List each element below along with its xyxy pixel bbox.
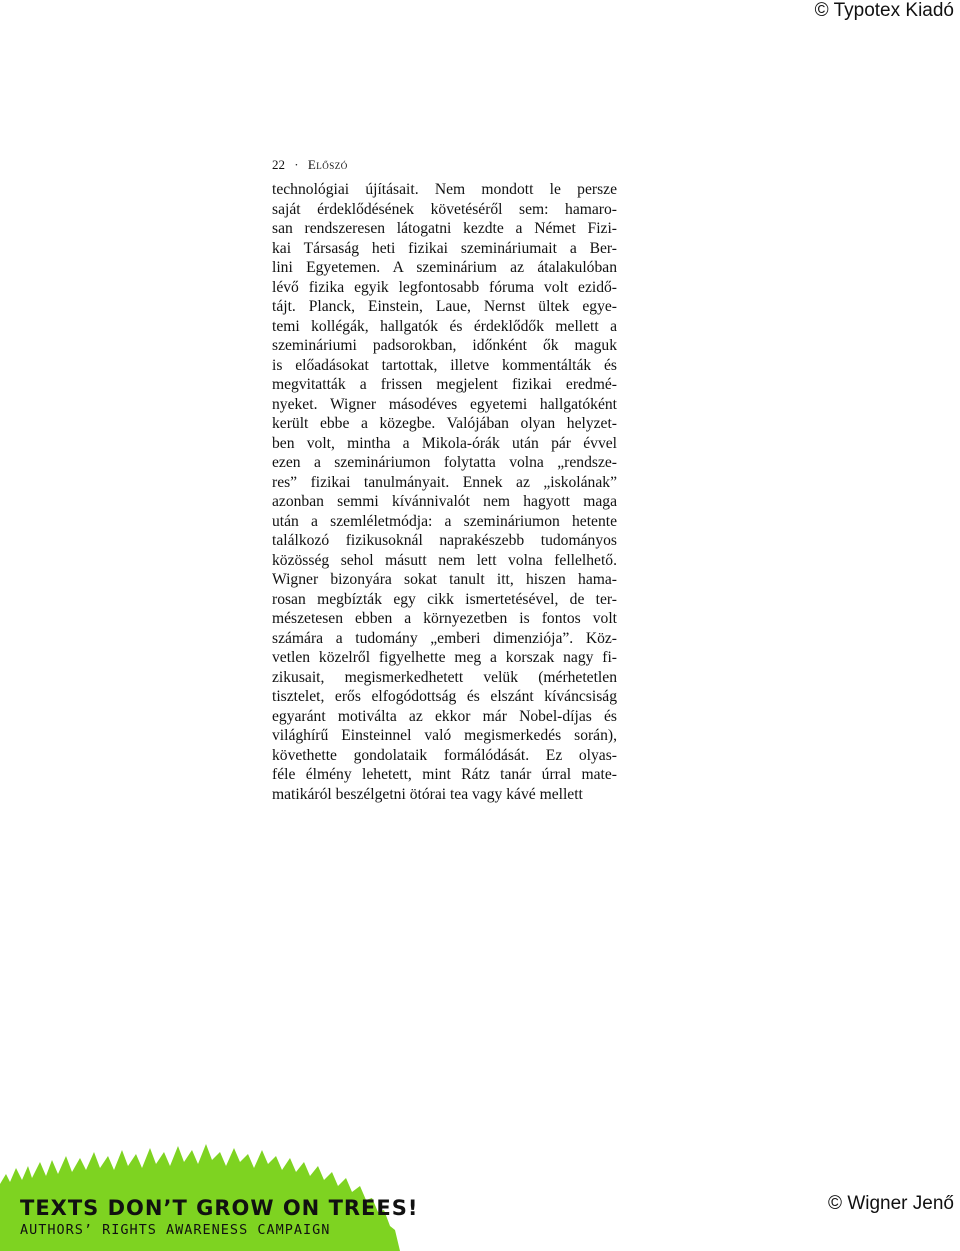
body-line: temi kollégák, hallgatók és érdeklődők mellett a [272, 317, 617, 335]
page-number: 22 [272, 157, 285, 172]
body-line: mészetesen ebben a környezetben is fontos volt [272, 610, 617, 627]
section-title: Előszó [307, 157, 348, 172]
author-copyright: © Wigner Jenő [828, 1193, 954, 1214]
body-line: saját érdeklődésének követéséről sem: hamaro- [272, 200, 617, 218]
body-line: világhírű Einsteinnel való megismerkedés során), [272, 727, 617, 744]
body-line: technológiai újításait. Nem mondott le persze [272, 181, 617, 198]
running-head-separator: · [294, 157, 299, 172]
body-line: lévő fizika egyik legfontosabb fóruma volt ezidő- [272, 278, 617, 296]
body-line: megvitatták a frissen megjelent fizikai eredmé- [272, 376, 617, 393]
body-line: ezen a szemináriumon folytatta volna „rendsze- [272, 454, 617, 471]
body-line: követhette gondolataik formálódását. Ez olyas- [272, 746, 617, 764]
body-line: ben volt, mintha a Mikola-órák után pár évvel [272, 434, 617, 452]
body-line: lini Egyetemen. A szeminárium az átalakulóban [272, 259, 617, 276]
body-line: rosan megbízták egy cikk ismertetésével, de ter- [272, 590, 617, 608]
body-line: is előadásokat tartottak, illetve kommentálták és [272, 356, 617, 374]
body-line: azonban semmi kívánnivalót nem hagyott maga [272, 493, 617, 510]
body-line: tisztelet, erős elfogódottság és elszánt kíváncsiság [272, 688, 617, 705]
publisher-copyright: © Typotex Kiadó [814, 0, 954, 21]
body-line: zikusait, megismerkedhetett velük (mérhetetlen [272, 668, 617, 686]
body-line: egyaránt motiválta az ekkor már Nobel-díjas és [272, 707, 617, 725]
body-line: matikáról beszélgetni ötórai tea vagy kávé mellett [272, 785, 583, 803]
campaign-banner [0, 1140, 419, 1251]
body-line: közösség sehol másutt nem lett volna fellelhető. [272, 551, 617, 569]
body-line: res” fizikai tanulmányait. Ennek az „iskolának” [272, 473, 617, 491]
body-line: nyeket. Wigner másodéves egyetemi hallgatóként [272, 395, 617, 413]
body-paragraph [272, 180, 617, 804]
body-line: tájt. Planck, Einstein, Laue, Nernst ültek egye- [272, 298, 617, 315]
body-line: san rendszeresen látogatni kezdte a Német Fizi- [272, 220, 617, 237]
campaign-title: TEXTS DON’T GROW ON TREES! [20, 1196, 419, 1220]
body-line: szemináriumi padsorokban, időnként ők maguk [272, 337, 617, 354]
campaign-subtitle: AUTHORS’ RIGHTS AWARENESS CAMPAIGN [20, 1222, 331, 1238]
body-line: találkozó fizikusoknál naprakészebb tudományos [272, 532, 617, 549]
body-line: féle élmény lehetett, mint Rátz tanár úrral mate- [272, 766, 617, 783]
running-head [272, 157, 348, 173]
body-line: vetlen közelről figyelhette meg a korszak nagy fi- [272, 649, 617, 666]
body-line: Wigner bizonyára sokat tanult itt, hiszen hama- [272, 571, 617, 588]
body-line: került ebbe a közegbe. Valójában olyan helyzet- [272, 415, 617, 432]
body-line: után a szemléletmódja: a szemináriumon hetente [272, 512, 617, 530]
body-line: számára a tudomány „emberi dimenziója”. Köz- [272, 629, 617, 647]
body-line: kai Társaság heti fizikai szemináriumait a Ber- [272, 239, 617, 257]
